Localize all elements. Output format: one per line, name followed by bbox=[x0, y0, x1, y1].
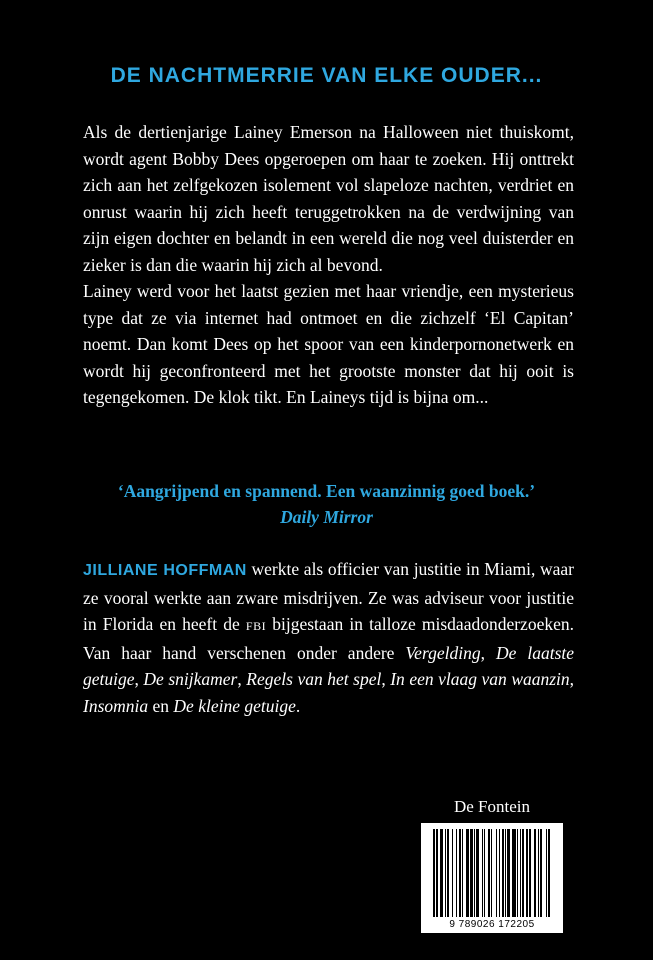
barcode-bar bbox=[548, 829, 550, 917]
bio-separator: , bbox=[134, 669, 144, 689]
bio-end: . bbox=[295, 695, 301, 716]
barcode-digits: 9 789026 172205 bbox=[449, 919, 535, 930]
quote-text: ‘Aangrijpend en spannend. Een waanzinnig goed boek.’ bbox=[117, 481, 536, 501]
book-title-1: Vergelding bbox=[405, 642, 481, 663]
book-title-5: In een vlaag van waanzin bbox=[390, 669, 570, 689]
book-title-4: Regels van het spel bbox=[246, 669, 382, 689]
bio-separator: , bbox=[381, 669, 391, 689]
blurb-paragraph-1: Als de dertienjarige Lainey Emerson na Halloween niet thuiskomt, wordt agent Bobby Dees opgeroepen om haar te zoeken. Hij onttrekt zich aan het zelfgekozen isolement vol slapeloze nachten, verdriet en onrust waarin hij zich heeft teruggetrokken na de verdwijning van zijn eigen dochter en belandt in een wereld die nog veel duisterder en zieker is dan die waarin hij zich al bevond. bbox=[83, 122, 574, 275]
book-title-7: De kleine getuige bbox=[173, 695, 296, 716]
bio-fbi: FBI bbox=[245, 619, 267, 633]
author-name: JILLIANE HOFFMAN bbox=[83, 562, 247, 579]
back-cover-headline: DE NACHTMERRIE VAN ELKE OUDER... bbox=[110, 64, 543, 87]
blurb-paragraph-2: Lainey werd voor het laatst gezien met haar vriendje, een mysterieus type dat ze via internet had ontmoet en die zichzelf ‘El Capitan’ noemt. Dan komt Dees op het spoor van een kinderpornonetwerk en wordt hij geconfronteerd met het grootste monster dat hij ooit is tegengekomen. De klok tikt. En Laineys tijd is bijna om... bbox=[83, 281, 574, 407]
isbn-barcode bbox=[421, 823, 563, 933]
quote-source: Daily Mirror bbox=[280, 507, 373, 527]
bio-text-2: bijgestaan in talloze misdaadonderzoeken. Van haar hand verschenen onder andere bbox=[83, 614, 574, 663]
book-blurb bbox=[83, 119, 574, 411]
bio-separator: , bbox=[480, 642, 496, 663]
bio-text-1: werkte als officier van justitie in Miami, waar ze vooral werkte aan zware misdrijven. Ze was adviseur voor justitie in Florida en heeft de bbox=[83, 559, 574, 634]
bio-separator: , bbox=[569, 669, 575, 689]
book-title-3: De snijkamer bbox=[143, 669, 238, 689]
bio-separator: en bbox=[148, 695, 174, 716]
review-quote bbox=[0, 478, 653, 530]
book-title-2: De laatste getuige bbox=[83, 642, 575, 689]
publisher-name: De Fontein bbox=[453, 797, 531, 816]
author-bio bbox=[83, 556, 574, 719]
book-title-6: Insomnia bbox=[83, 695, 149, 716]
barcode-bars bbox=[433, 829, 551, 917]
bio-separator: , bbox=[237, 669, 247, 689]
